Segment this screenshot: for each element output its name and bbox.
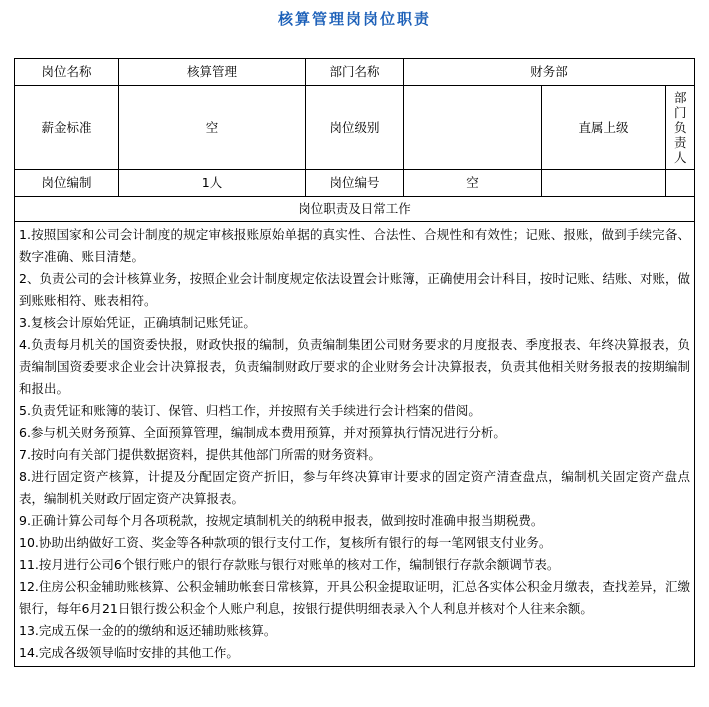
duty-item: 3.复核会计原始凭证，正确填制记账凭证。 bbox=[19, 315, 256, 330]
duty-item: 8.进行固定资产核算，计提及分配固定资产折旧，参与年终决算审计要求的固定资产清查盘点，编制机关固定资产盘点表，编制机关财政厅固定资产决算报表。 bbox=[19, 469, 691, 506]
section-header: 岗位职责及日常工作 bbox=[15, 197, 695, 222]
headcount-label: 岗位编制 bbox=[15, 170, 119, 197]
duty-item: 13.完成五保一金的的缴纳和返还辅助账核算。 bbox=[19, 623, 277, 638]
position-number-value: 空 bbox=[404, 170, 542, 197]
department-value: 财务部 bbox=[404, 59, 695, 86]
duty-item: 12.住房公积金辅助账核算、公积金辅助帐套日常核算，开具公积金提取证明，汇总各实体公积金月缴表，查找差异，汇缴银行，每年6月21日银行拨公积金个人账户利息，按银行提供明细表录入个人利息并核对个人往来余额。 bbox=[19, 579, 691, 616]
empty-cell bbox=[666, 170, 695, 197]
duty-item: 9.正确计算公司每个月各项税款，按规定填制机关的纳税申报表，做到按时准确申报当期税费。 bbox=[19, 513, 544, 528]
position-name-label: 岗位名称 bbox=[15, 59, 119, 86]
duty-item: 2、负责公司的会计核算业务，按照企业会计制度规定依法设置会计账簿，正确使用会计科目，按时记账、结账、对账，做到账账相符、账表相符。 bbox=[19, 271, 691, 308]
headcount-value: 1人 bbox=[119, 170, 306, 197]
duty-item: 5.负责凭证和账簿的装订、保管、归档工作，并按照有关手续进行会计档案的借阅。 bbox=[19, 403, 481, 418]
duty-item: 14.完成各级领导临时安排的其他工作。 bbox=[19, 645, 239, 660]
direct-superior-value: 部门负责人 bbox=[674, 90, 687, 165]
duty-item: 4.负责每月机关的国资委快报，财政快报的编制，负责编制集团公司财务要求的月度报表、季度报表、年终决算报表，负责编制国资委要求企业会计决算报表，负责编制财政厅要求的企业财务会计决算报表，负责其他相关财务报表的按期编制和报出。 bbox=[19, 337, 691, 396]
salary-value: 空 bbox=[119, 86, 306, 170]
department-label: 部门名称 bbox=[306, 59, 404, 86]
duty-item: 7.按时向有关部门提供数据资料，提供其他部门所需的财务资料。 bbox=[19, 447, 381, 462]
duty-item: 11.按月进行公司6个银行账户的银行存款账与银行对账单的核对工作，编制银行存款余额调节表。 bbox=[19, 557, 560, 572]
duty-item: 1.按照国家和公司会计制度的规定审核报账原始单据的真实性、合法性、合规性和有效性；记账、报账，做到手续完备、数字准确、账目清楚。 bbox=[19, 227, 691, 264]
salary-label: 薪金标准 bbox=[15, 86, 119, 170]
empty-cell bbox=[542, 170, 666, 197]
position-number-label: 岗位编号 bbox=[306, 170, 404, 197]
page-title: 核算管理岗岗位职责 bbox=[277, 10, 431, 28]
duty-item: 10.协助出纳做好工资、奖金等各种款项的银行支付工作，复核所有银行的每一笔网银支付业务。 bbox=[19, 535, 552, 550]
position-level-label: 岗位级别 bbox=[306, 86, 404, 170]
position-name-value: 核算管理 bbox=[119, 59, 306, 86]
duties-cell bbox=[15, 222, 695, 667]
position-level-value bbox=[404, 86, 542, 170]
direct-superior-value-cell bbox=[666, 86, 695, 170]
job-description-table bbox=[14, 58, 695, 667]
duty-item: 6.参与机关财务预算、全面预算管理，编制成本费用预算，并对预算执行情况进行分析。 bbox=[19, 425, 506, 440]
direct-superior-label: 直属上级 bbox=[542, 86, 666, 170]
